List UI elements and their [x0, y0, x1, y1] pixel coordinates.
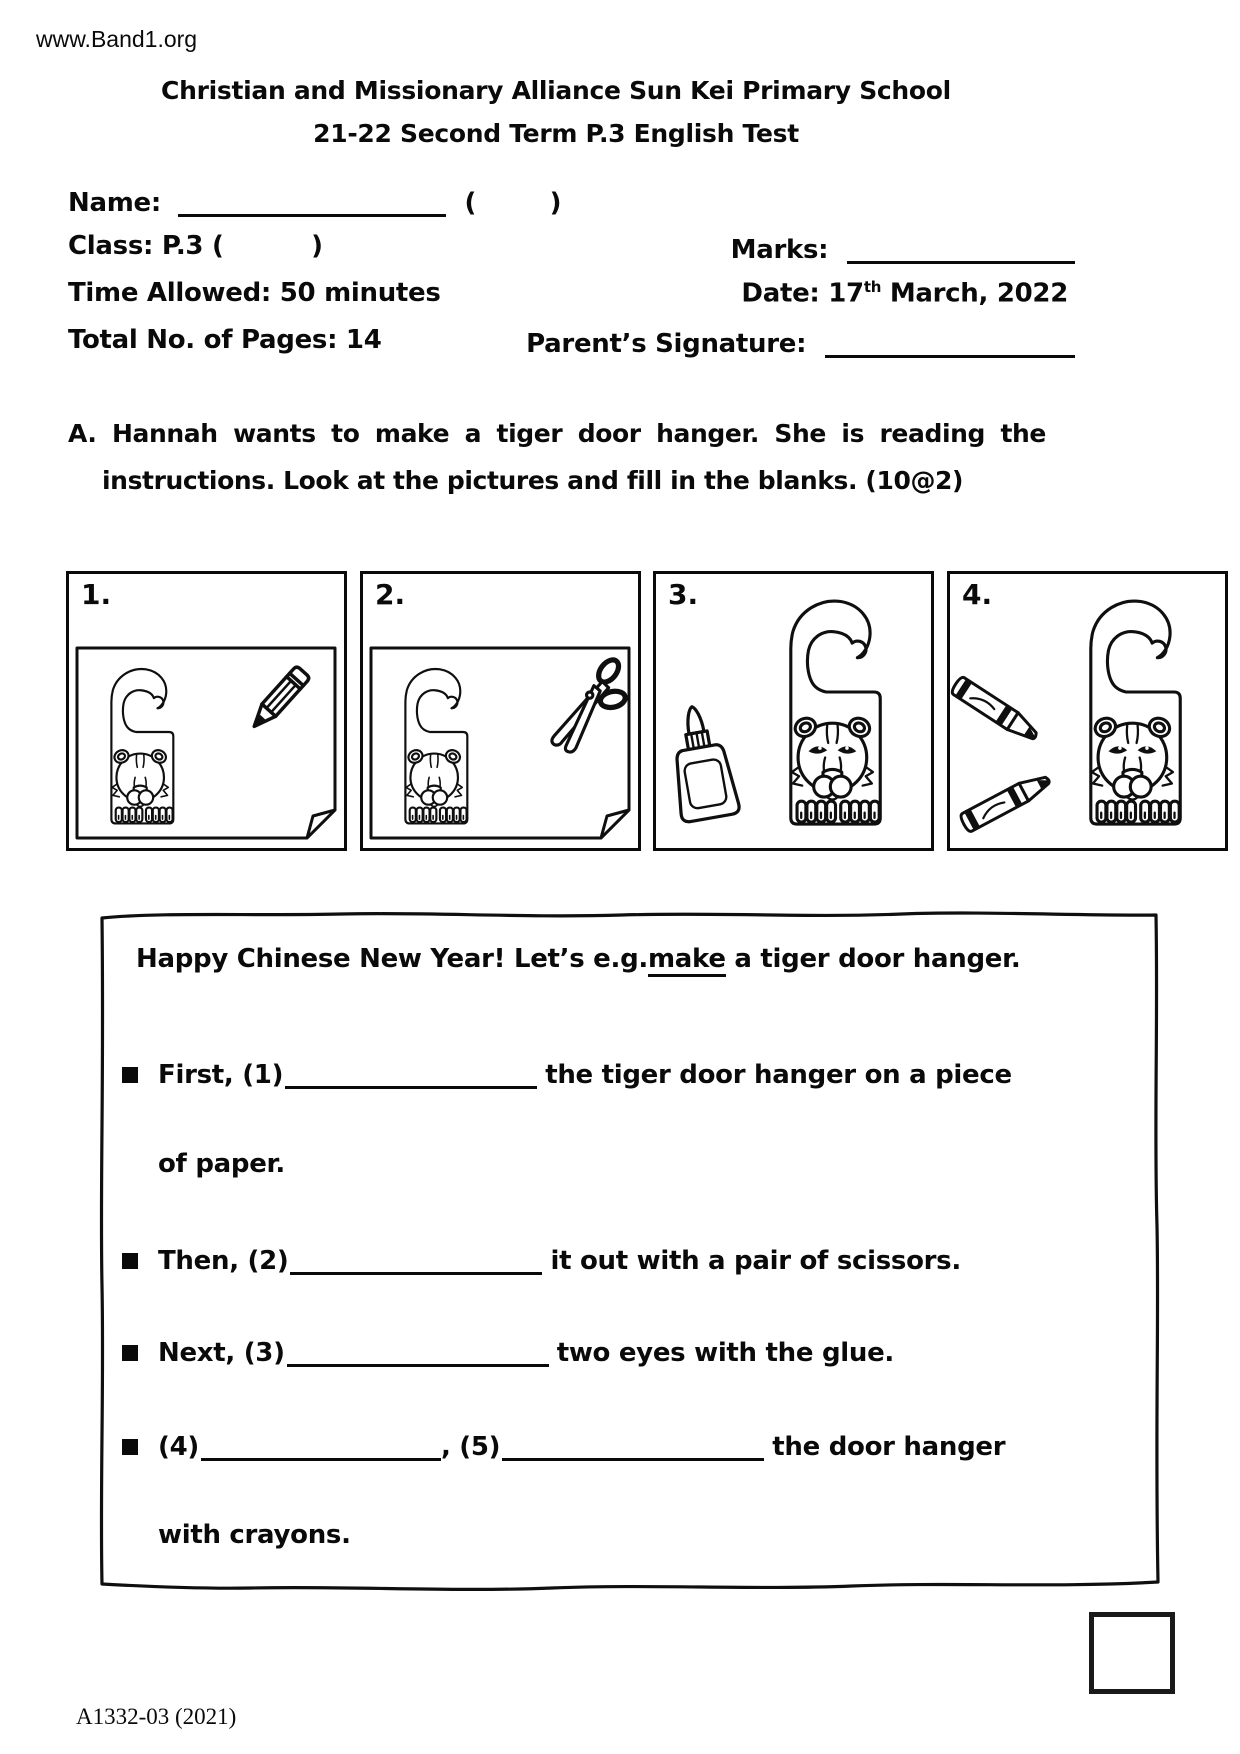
time-row	[68, 278, 441, 308]
crayon-icon	[950, 675, 1042, 746]
step-2-prefix: Then, (2)	[158, 1246, 289, 1276]
step-4-line	[122, 1428, 1005, 1462]
answer-blank-1[interactable]	[285, 1056, 537, 1089]
marks-row	[731, 231, 1075, 265]
answer-blank-2[interactable]	[290, 1242, 542, 1275]
step-2-suffix: it out with a pair of scissors.	[550, 1246, 961, 1276]
tiger-door-hanger-with-eyes-icon	[1091, 601, 1180, 824]
name-paren-close: )	[549, 188, 562, 218]
date-prefix: Date: 17	[741, 278, 864, 309]
step-1-suffix: the tiger door hanger on a piece	[545, 1060, 1012, 1090]
example-answer: make	[648, 944, 726, 977]
step-4-suffix: the door hanger	[772, 1432, 1006, 1462]
section-a-line1: A. Hannah wants to make a tiger door hanger. She is reading the	[68, 419, 1046, 448]
step-1-line	[122, 1056, 1012, 1090]
class-row	[68, 231, 323, 261]
square-bullet-icon	[122, 1439, 138, 1455]
step-3-line	[122, 1334, 894, 1368]
glue-door-hanger-illustration	[656, 574, 931, 848]
class-paren-close: )	[311, 231, 323, 261]
crayons-door-hanger-illustration	[950, 574, 1225, 848]
step-4-mid: , (5)	[440, 1432, 501, 1462]
answer-blank-3[interactable]	[287, 1334, 549, 1367]
square-bullet-icon	[122, 1253, 138, 1269]
pages-row	[68, 325, 382, 355]
section-a-instructions	[68, 410, 1046, 504]
site-url: www.Band1.org	[36, 26, 198, 52]
step-4-continuation: with crayons.	[158, 1520, 351, 1550]
picture-box-3	[653, 571, 934, 851]
exam-title: 21-22 Second Term P.3 English Test	[313, 119, 799, 148]
worksheet-intro	[136, 944, 1021, 974]
section-a-line2: instructions. Look at the pictures and fill in the blanks. (10@2)	[102, 466, 964, 495]
total-pages-label: Total No. of Pages: 14	[68, 325, 382, 355]
picture-number: 1.	[81, 578, 112, 611]
parent-signature-label: Parent’s Signature:	[526, 329, 807, 359]
answer-blank-4[interactable]	[201, 1428, 441, 1461]
school-name: Christian and Missionary Alliance Sun Kei Primary School	[161, 76, 951, 105]
step-3-suffix: two eyes with the glue.	[556, 1338, 894, 1368]
glue-bottle-icon	[663, 702, 740, 823]
step-1-prefix: First, (1)	[158, 1060, 284, 1090]
document-code: A1332-03 (2021)	[76, 1704, 237, 1729]
door-hanger-scissors-illustration	[363, 574, 638, 848]
name-row	[68, 184, 561, 218]
step-3-prefix: Next, (3)	[158, 1338, 285, 1368]
step-1-continuation: of paper.	[158, 1149, 285, 1179]
date-row	[741, 278, 1068, 309]
date-superscript: th	[863, 278, 882, 296]
name-paren-open: (	[464, 188, 477, 218]
picture-box-2	[360, 571, 641, 851]
signature-blank[interactable]	[825, 325, 1075, 358]
intro-suffix: a tiger door hanger.	[734, 944, 1021, 974]
crayon-icon	[959, 769, 1054, 833]
picture-number: 3.	[668, 578, 699, 611]
date-suffix: March, 2022	[881, 278, 1068, 309]
signature-row	[526, 325, 1075, 359]
time-allowed-label: Time Allowed: 50 minutes	[68, 278, 441, 308]
marks-label: Marks:	[730, 235, 829, 265]
name-blank[interactable]	[178, 184, 446, 217]
square-bullet-icon	[122, 1067, 138, 1083]
picture-box-4	[947, 571, 1228, 851]
class-label: Class: P.3 (	[68, 231, 224, 261]
picture-number: 2.	[375, 578, 406, 611]
tiger-door-hanger-with-eyes-icon	[791, 601, 880, 824]
intro-prefix: Happy Chinese New Year! Let’s e.g.	[136, 944, 648, 974]
square-bullet-icon	[122, 1345, 138, 1361]
answer-blank-5[interactable]	[502, 1428, 764, 1461]
step-2-line	[122, 1242, 961, 1276]
page-number-box	[1089, 1612, 1175, 1694]
marks-blank[interactable]	[847, 231, 1075, 264]
step-4-prefix: (4)	[158, 1432, 199, 1462]
picture-number: 4.	[962, 578, 993, 611]
worksheet-box	[92, 906, 1167, 1594]
door-hanger-pencil-illustration	[69, 574, 344, 848]
name-label: Name:	[68, 188, 161, 218]
picture-box-1	[66, 571, 347, 851]
